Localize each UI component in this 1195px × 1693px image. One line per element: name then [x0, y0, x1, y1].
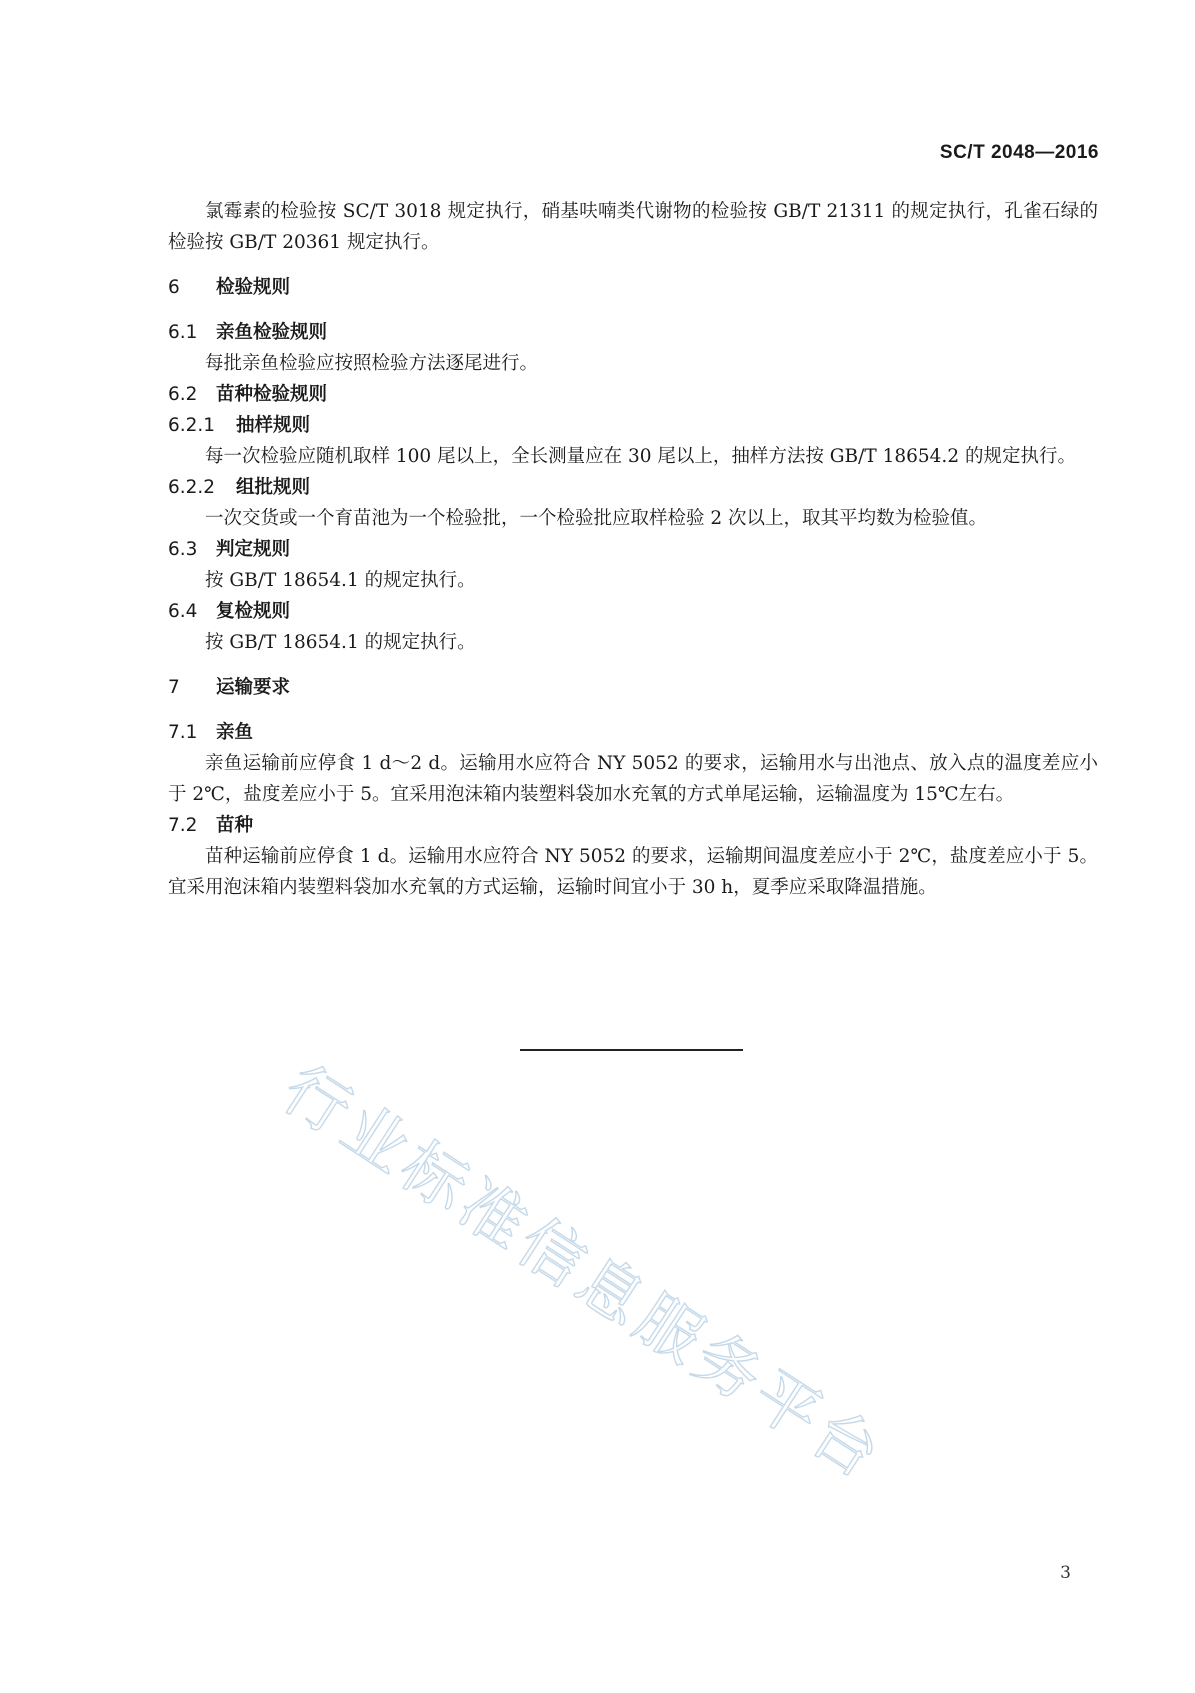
section-title: 亲鱼检验规则	[216, 322, 328, 343]
section-title: 苗种	[216, 815, 254, 836]
section-number: 6.2	[168, 384, 198, 405]
section-title: 判定规则	[216, 539, 291, 560]
section-6-3-heading	[168, 534, 1098, 565]
section-title: 组批规则	[236, 477, 311, 498]
intro-paragraph: 氯霉素的检验按 SC/T 3018 规定执行，硝基呋喃类代谢物的检验按 GB/T 21311 的规定执行，孔雀石绿的检验按 GB/T 20361 规定执行。	[168, 201, 1098, 253]
section-7-1-text: 亲鱼运输前应停食 1 d～2 d。运输用水应符合 NY 5052 的要求，运输用水与出池点、放入点的温度差应小于 2℃，盐度差应小于 5。宜采用泡沫箱内装塑料袋加水充氧的方式单尾运输，运输温度为 15℃左右。	[168, 753, 1098, 805]
section-number: 6	[168, 277, 180, 298]
section-number: 6.3	[168, 539, 198, 560]
section-number: 6.2.1	[168, 415, 216, 436]
section-6-1-text: 每批亲鱼检验应按照检验方法逐尾进行。	[205, 353, 539, 374]
section-title: 亲鱼	[216, 722, 254, 743]
page-content	[168, 196, 1098, 903]
section-number: 7.1	[168, 722, 198, 743]
section-number: 6.2.2	[168, 477, 216, 498]
section-title: 抽样规则	[236, 415, 311, 436]
section-6-4-heading	[168, 596, 1098, 627]
section-title: 运输要求	[216, 677, 291, 698]
section-6-2-2-text: 一次交货或一个育苗池为一个检验批，一个检验批应取样检验 2 次以上，取其平均数为检验值。	[205, 508, 988, 529]
section-6-2-heading	[168, 379, 1098, 410]
end-rule	[520, 1049, 743, 1051]
standard-code: SC/T 2048—2016	[939, 142, 1099, 163]
section-number: 6.1	[168, 322, 198, 343]
section-number: 7	[168, 677, 180, 698]
section-title: 检验规则	[216, 277, 291, 298]
section-6-heading	[168, 272, 1098, 303]
section-6-4-text: 按 GB/T 18654.1 的规定执行。	[205, 632, 476, 653]
section-6-3-text: 按 GB/T 18654.1 的规定执行。	[205, 570, 476, 591]
section-6-1-heading	[168, 317, 1098, 348]
section-number: 6.4	[168, 601, 198, 622]
section-6-2-1-text: 每一次检验应随机取样 100 尾以上，全长测量应在 30 尾以上，抽样方法按 GB/T 18654.2 的规定执行。	[205, 446, 1076, 467]
section-title: 苗种检验规则	[216, 384, 328, 405]
section-number: 7.2	[168, 815, 198, 836]
section-6-2-2-heading	[168, 472, 1098, 503]
section-7-1-heading	[168, 717, 1098, 748]
section-title: 复检规则	[216, 601, 291, 622]
section-7-2-heading	[168, 810, 1098, 841]
section-6-2-1-heading	[168, 410, 1098, 441]
section-7-heading	[168, 672, 1098, 703]
page-number: 3	[1060, 1563, 1071, 1583]
section-7-2-text: 苗种运输前应停食 1 d。运输用水应符合 NY 5052 的要求，运输期间温度差应小于 2℃，盐度差应小于 5。宜采用泡沫箱内装塑料袋加水充氧的方式运输，运输时间宜小于 30 h，夏季应采取降温措施。	[168, 846, 1098, 898]
watermark: 行业标准信息服务平台	[269, 1052, 897, 1496]
